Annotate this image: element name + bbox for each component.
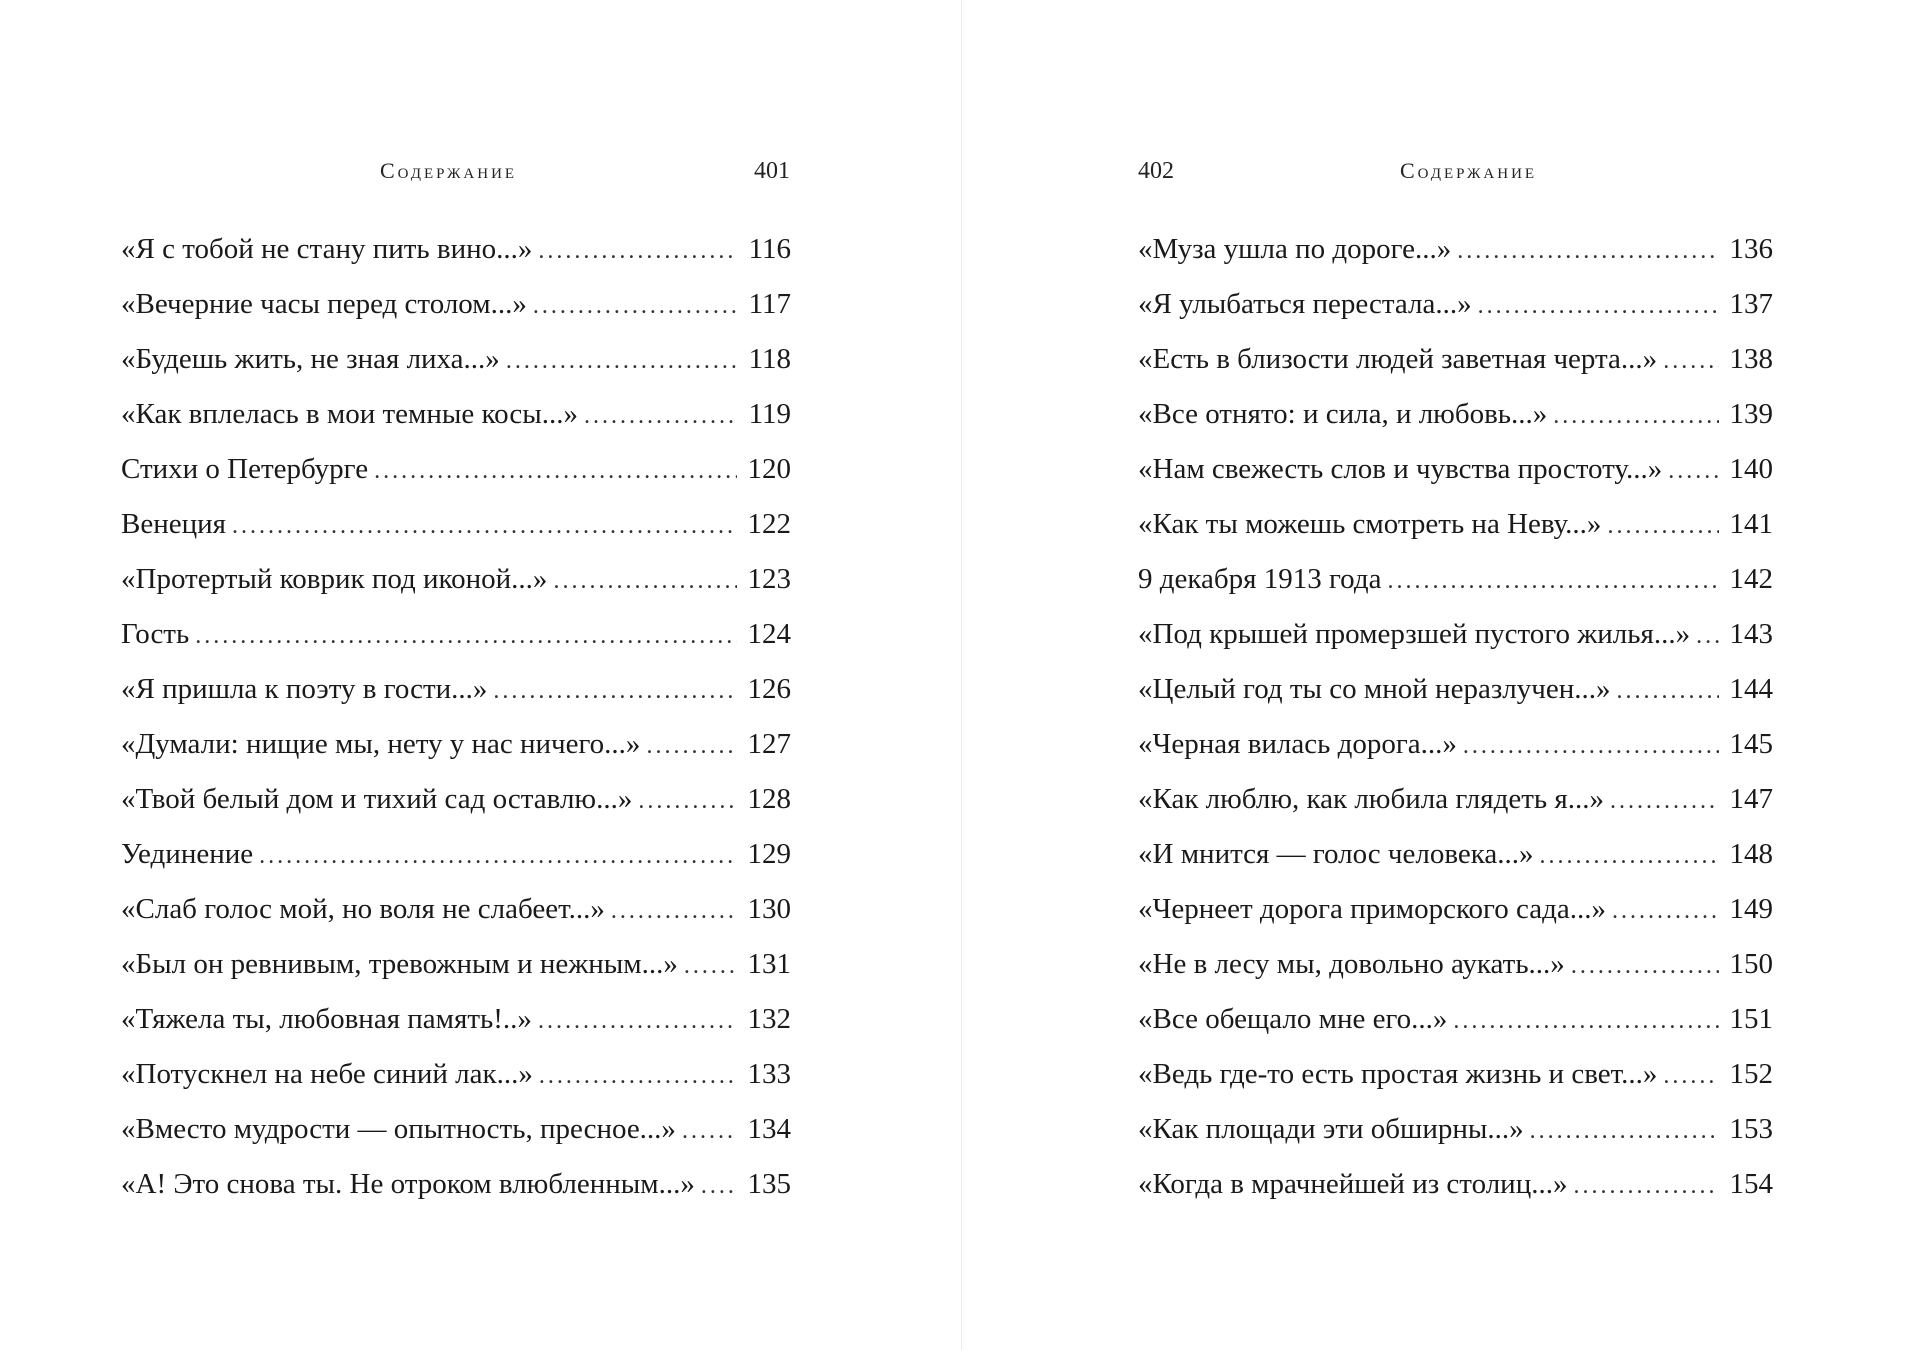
toc-entry-title: «Потускнел на небе синий лак...» <box>121 1058 533 1090</box>
running-head: Содержание <box>380 158 518 183</box>
toc-entry-page: 130 <box>747 893 791 925</box>
toc-entry-page: 129 <box>747 838 791 870</box>
toc-entry <box>121 992 791 1047</box>
dot-leader <box>1612 884 1719 939</box>
toc-entry-title: «Я улыбаться перестала...» <box>1138 288 1472 320</box>
dot-leader <box>1463 719 1719 774</box>
toc-entry-title: «Тяжела ты, любовная память!..» <box>121 1003 532 1035</box>
toc-entry-page: 153 <box>1729 1113 1773 1145</box>
dot-leader <box>1453 994 1719 1049</box>
toc-entry-title: «Вечерние часы перед столом...» <box>121 288 527 320</box>
toc-entry <box>1138 497 1773 552</box>
toc-entry-page: 124 <box>747 618 791 650</box>
toc-entry-page: 147 <box>1729 783 1773 815</box>
toc-entry <box>1138 332 1773 387</box>
toc-entry-page: 128 <box>747 783 791 815</box>
toc-entry <box>121 1047 791 1102</box>
toc-entry <box>1138 882 1773 937</box>
toc-entry-page: 140 <box>1729 453 1773 485</box>
toc-entry-title: «Чернеет дорога приморского сада...» <box>1138 893 1606 925</box>
dot-leader <box>1457 224 1719 279</box>
toc-entry-page: 150 <box>1729 948 1773 980</box>
dot-leader <box>682 1104 737 1159</box>
toc-entry <box>121 607 791 662</box>
toc-entry-page: 131 <box>747 948 791 980</box>
dot-leader <box>553 554 737 609</box>
toc-entry-page: 126 <box>747 673 791 705</box>
page-number: 401 <box>754 158 790 184</box>
toc-entry-page: 135 <box>747 1168 791 1200</box>
toc-entry-page: 144 <box>1729 673 1773 705</box>
toc-entry <box>121 497 791 552</box>
dot-leader <box>584 389 737 444</box>
toc-entry-title: «Как люблю, как любила глядеть я...» <box>1138 783 1604 815</box>
toc-entry <box>121 717 791 772</box>
toc-entry-title: «Был он ревнивым, тревожным и нежным...» <box>121 948 678 980</box>
toc-entry-page: 134 <box>747 1113 791 1145</box>
toc-entry-title: «Как вплелась в мои темные косы...» <box>121 398 578 430</box>
dot-leader <box>1696 609 1719 664</box>
toc-entry-title: «Муза ушла по дороге...» <box>1138 233 1452 265</box>
toc-entry <box>121 442 791 497</box>
toc-entry-title: «Протертый коврик под иконой...» <box>121 563 548 595</box>
toc-entry <box>121 277 791 332</box>
page-number: 402 <box>1138 158 1174 184</box>
toc-entry-title: «Есть в близости людей заветная черта...» <box>1138 343 1658 375</box>
toc-entry-page: 118 <box>748 343 791 375</box>
toc-entry-page: 142 <box>1729 563 1773 595</box>
toc-entry <box>121 662 791 717</box>
toc-entry-title: «Черная вилась дорога...» <box>1138 728 1457 760</box>
table-of-contents <box>121 222 791 1212</box>
toc-entry <box>1138 1157 1773 1212</box>
toc-entry-page: 123 <box>747 563 791 595</box>
dot-leader <box>1573 1159 1719 1214</box>
toc-entry-page: 116 <box>748 233 791 265</box>
toc-entry <box>1138 662 1773 717</box>
toc-entry-title: «А! Это снова ты. Не отроком влюбленным...» <box>121 1168 695 1200</box>
toc-entry <box>121 937 791 992</box>
toc-entry-page: 148 <box>1729 838 1773 870</box>
toc-entry-title: «Твой белый дом и тихий сад оставлю...» <box>121 783 633 815</box>
dot-leader <box>1663 1049 1719 1104</box>
dot-leader <box>1478 279 1719 334</box>
toc-entry <box>1138 442 1773 497</box>
toc-entry-page: 127 <box>747 728 791 760</box>
toc-entry-title: Гость <box>121 618 190 650</box>
toc-entry-title: 9 декабря 1913 года <box>1138 563 1382 595</box>
toc-entry <box>1138 387 1773 442</box>
toc-entry-page: 143 <box>1729 618 1773 650</box>
toc-entry-title: «Думали: нищие мы, нету у нас ничего...» <box>121 728 641 760</box>
dot-leader <box>493 664 737 719</box>
toc-entry-page: 119 <box>748 398 791 430</box>
toc-entry-title: Стихи о Петербурге <box>121 453 369 485</box>
toc-entry <box>1138 992 1773 1047</box>
toc-entry <box>121 222 791 277</box>
toc-entry-title: «Нам свежесть слов и чувства простоту...» <box>1138 453 1663 485</box>
toc-entry-page: 138 <box>1729 343 1773 375</box>
dot-leader <box>638 774 737 829</box>
dot-leader <box>195 609 737 664</box>
toc-entry-page: 117 <box>748 288 791 320</box>
toc-entry-page: 139 <box>1729 398 1773 430</box>
toc-entry-title: «Ведь где-то есть простая жизнь и свет...» <box>1138 1058 1658 1090</box>
dot-leader <box>539 1049 737 1104</box>
toc-entry <box>121 387 791 442</box>
toc-entry <box>1138 1102 1773 1157</box>
toc-entry <box>1138 1047 1773 1102</box>
toc-entry <box>121 332 791 387</box>
toc-entry <box>121 882 791 937</box>
toc-entry-title: «Как площади эти обширны...» <box>1138 1113 1524 1145</box>
table-of-contents <box>1138 222 1773 1212</box>
dot-leader <box>506 334 737 389</box>
toc-entry-page: 122 <box>747 508 791 540</box>
toc-entry <box>1138 772 1773 827</box>
toc-entry-page: 154 <box>1729 1168 1773 1200</box>
toc-entry-title: «Слаб голос мой, но воля не слабеет...» <box>121 893 605 925</box>
running-head: Содержание <box>1400 158 1538 183</box>
toc-entry <box>1138 717 1773 772</box>
toc-entry-title: «Я пришла к поэту в гости...» <box>121 673 488 705</box>
toc-entry-title: «Как ты можешь смотреть на Неву...» <box>1138 508 1602 540</box>
dot-leader <box>538 224 737 279</box>
toc-entry <box>1138 937 1773 992</box>
toc-entry-title: Венеция <box>121 508 226 540</box>
toc-entry-page: 120 <box>747 453 791 485</box>
dot-leader <box>1663 334 1719 389</box>
toc-entry-title: «Будешь жить, не зная лиха...» <box>121 343 500 375</box>
dot-leader <box>538 994 737 1049</box>
toc-entry-title: «И мнится — голос человека...» <box>1138 838 1534 870</box>
toc-entry <box>121 1157 791 1212</box>
toc-entry <box>1138 222 1773 277</box>
toc-entry-title: «Все отнято: и сила, и любовь...» <box>1138 398 1548 430</box>
toc-entry-page: 137 <box>1729 288 1773 320</box>
toc-entry-title: «Все обещало мне его...» <box>1138 1003 1448 1035</box>
toc-entry <box>121 552 791 607</box>
dot-leader <box>646 719 737 774</box>
toc-entry-page: 149 <box>1729 893 1773 925</box>
toc-entry <box>1138 827 1773 882</box>
dot-leader <box>232 499 737 554</box>
toc-entry <box>121 1102 791 1157</box>
toc-entry-title: «Под крышей промерзшей пустого жилья...» <box>1138 618 1691 650</box>
dot-leader <box>1607 499 1719 554</box>
dot-leader <box>1530 1104 1719 1159</box>
dot-leader <box>1571 939 1719 994</box>
dot-leader <box>1616 664 1719 719</box>
toc-entry-title: «Когда в мрачнейшей из столиц...» <box>1138 1168 1568 1200</box>
dot-leader <box>1668 444 1719 499</box>
toc-entry-title: «Я с тобой не стану пить вино...» <box>121 233 533 265</box>
toc-entry-page: 152 <box>1729 1058 1773 1090</box>
toc-entry-page: 141 <box>1729 508 1773 540</box>
dot-leader <box>1553 389 1719 444</box>
toc-entry <box>1138 607 1773 662</box>
dot-leader <box>1387 554 1719 609</box>
dot-leader <box>611 884 737 939</box>
toc-entry <box>121 827 791 882</box>
dot-leader <box>1540 829 1719 884</box>
toc-entry-page: 133 <box>747 1058 791 1090</box>
toc-entry-page: 151 <box>1729 1003 1773 1035</box>
toc-entry-title: Уединение <box>121 838 254 870</box>
toc-entry-page: 132 <box>747 1003 791 1035</box>
toc-entry-title: «Вместо мудрости — опытность, пресное...» <box>121 1113 676 1145</box>
dot-leader <box>533 279 737 334</box>
dot-leader <box>259 829 737 884</box>
toc-entry <box>1138 552 1773 607</box>
dot-leader <box>684 939 737 994</box>
toc-entry <box>121 772 791 827</box>
toc-entry-page: 145 <box>1729 728 1773 760</box>
dot-leader <box>701 1159 737 1214</box>
right-page <box>962 0 1909 1350</box>
toc-entry-page: 136 <box>1729 233 1773 265</box>
dot-leader <box>374 444 737 499</box>
toc-entry <box>1138 277 1773 332</box>
toc-entry-title: «Целый год ты со мной неразлучен...» <box>1138 673 1611 705</box>
dot-leader <box>1610 774 1719 829</box>
toc-entry-title: «Не в лесу мы, довольно аукать...» <box>1138 948 1565 980</box>
